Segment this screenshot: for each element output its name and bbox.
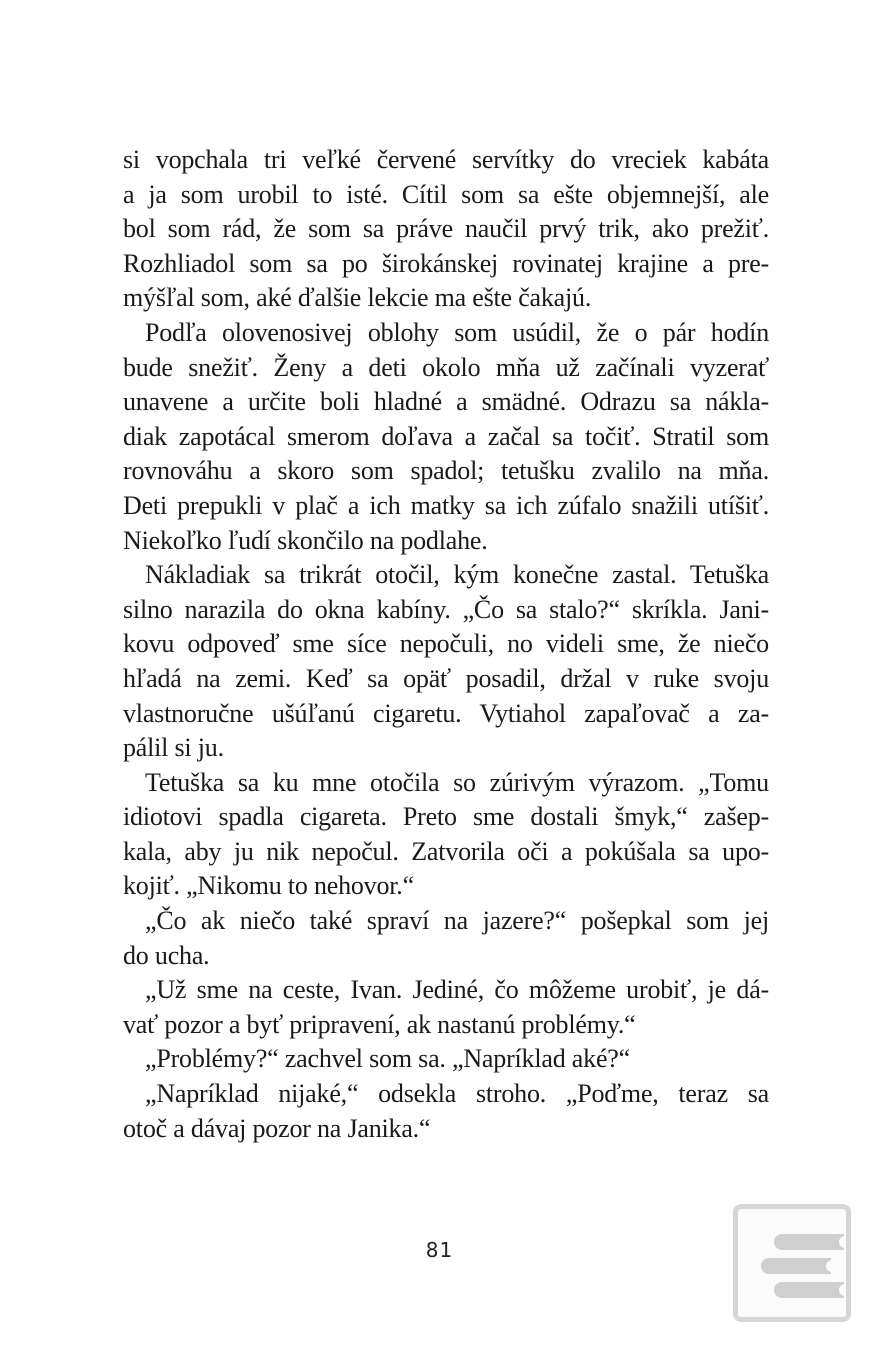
text-line: unavene a určite boli hladné a smädné. Odrazu sa nákla- xyxy=(123,387,769,417)
text-line: bol som rád, že som sa práve naučil prvý trik, ako prežiť. xyxy=(123,214,769,244)
text-line: hľadá na zemi. Keď sa opäť posadil, držal v ruke svoju xyxy=(123,663,769,693)
paragraph-first-line: Podľa olovenosivej oblohy som usúdil, že o pár hodín xyxy=(145,317,769,347)
text-line: Rozhliadol som sa po širokánskej rovinatej krajine a pre- xyxy=(123,248,769,278)
text-line: idiotovi spadla cigareta. Preto sme dostali šmyk,“ zašep- xyxy=(123,802,769,832)
book-icon-top xyxy=(774,1234,844,1250)
text-line: kojiť. „Nikomu to nehovor.“ xyxy=(123,871,414,901)
paragraph-first-line: „Napríklad nijaké,“ odsekla stroho. „Poďme, teraz sa xyxy=(145,1079,769,1109)
paragraph-first-line: „Už sme na ceste, Ivan. Jediné, čo môžeme urobiť, je dá- xyxy=(145,975,769,1005)
page-number: 81 xyxy=(425,1238,454,1262)
text-line: do ucha. xyxy=(123,940,210,970)
text-line: mýšľal som, aké ďalšie lekcie ma ešte čakajú. xyxy=(123,283,592,313)
text-line: pálil si ju. xyxy=(123,733,224,763)
paragraph-first-line: „Problémy?“ zachvel som sa. „Napríklad aké?“ xyxy=(145,1044,630,1074)
text-line: otoč a dávaj pozor na Janika.“ xyxy=(123,1113,431,1143)
paragraph-first-line: „Čo ak niečo také spraví na jazere?“ pošepkal som jej xyxy=(145,906,769,936)
book-preview-badge[interactable] xyxy=(733,1204,851,1322)
text-line: si vopchala tri veľké červené servítky do vreciek kabáta xyxy=(123,145,769,174)
text-line: rovnováhu a skoro som spadol; tetušku zvalilo na mňa. xyxy=(123,456,769,486)
text-line: vať pozor a byť pripravení, ak nastanú problémy.“ xyxy=(123,1009,636,1039)
paragraph-first-line: Nákladiak sa trikrát otočil, kým konečne zastal. Tetuška xyxy=(145,560,769,590)
text-line: silno narazila do okna kabíny. „Čo sa stalo?“ skríkla. Jani- xyxy=(123,594,769,624)
text-line: bude snežiť. Ženy a deti okolo mňa už začínali vyzerať xyxy=(123,352,769,382)
book-icon-middle xyxy=(761,1258,831,1274)
text-line: Niekoľko ľudí skončilo na podlahe. xyxy=(123,525,488,555)
text-line: kovu odpoveď sme síce nepočuli, no videli sme, že niečo xyxy=(123,629,769,659)
text-line: Deti prepukli v plač a ich matky sa ich zúfalo snažili utíšiť. xyxy=(123,490,769,520)
paragraph-first-line: Tetuška sa ku mne otočila so zúrivým výrazom. „Tomu xyxy=(145,767,769,797)
text-line: vlastnoručne ušúľanú cigaretu. Vytiahol zapaľovač a za- xyxy=(123,698,769,728)
book-icon-bottom xyxy=(774,1282,844,1298)
text-line: diak zapotácal smerom doľava a začal sa točiť. Stratil som xyxy=(123,421,769,451)
body-text xyxy=(123,143,769,1146)
text-line: a ja som urobil to isté. Cítil som sa ešte objemnejší, ale xyxy=(123,179,769,209)
text-line: kala, aby ju nik nepočul. Zatvorila oči a pokúšala sa upo- xyxy=(123,836,769,866)
